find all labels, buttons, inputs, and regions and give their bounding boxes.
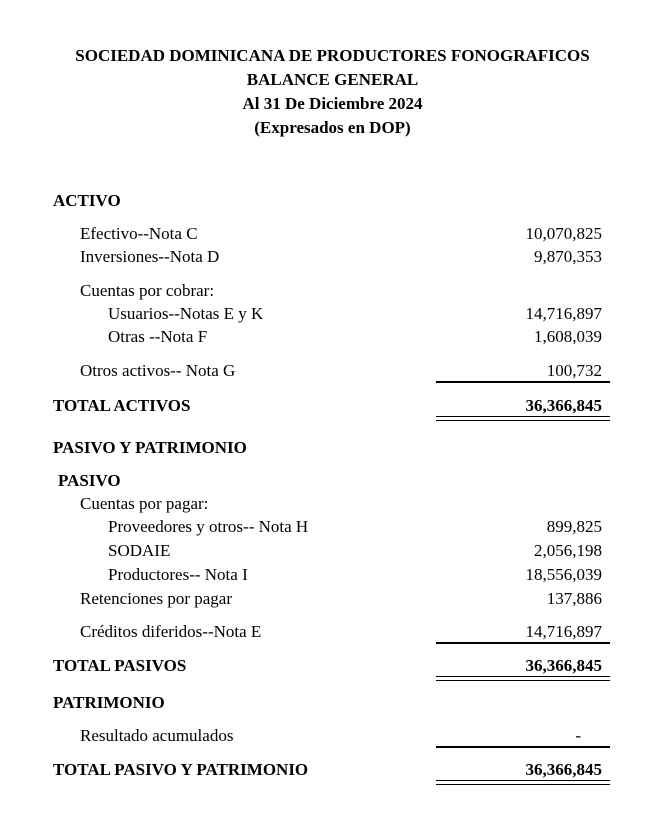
row-label-otras: Otras --Nota F [108,327,208,346]
subtotal-rule-pasivos [436,642,610,644]
row-amount-proveedores: 899,825 [546,517,602,536]
row-amount-creditos: 14,716,897 [525,622,602,641]
row-label-inversiones: Inversiones--Nota D [80,247,220,266]
row-amount-sodaie: 2,056,198 [534,541,602,560]
row-label-cuentas-cobrar: Cuentas por cobrar: [80,281,215,300]
row-amount-otras: 1,608,039 [534,327,602,346]
row-label-usuarios: Usuarios--Notas E y K [108,304,264,323]
row-amount-efectivo: 10,070,825 [525,224,602,243]
section-title-activo: ACTIVO [53,191,121,210]
row-label-resultado: Resultado acumulados [80,726,234,745]
company-name: SOCIEDAD DOMINICANA DE PRODUCTORES FONOGRAFICOS [75,46,590,65]
row-amount-usuarios: 14,716,897 [525,304,602,323]
row-label-otros-activos: Otros activos-- Nota G [80,361,236,380]
total-amount-pasivos: 36,366,845 [525,656,602,675]
total-amount-pasivo-patrimonio: 36,366,845 [525,760,602,779]
row-amount-retenciones: 137,886 [546,589,602,608]
total-label-activos: TOTAL ACTIVOS [53,396,191,415]
row-label-creditos: Créditos diferidos--Nota E [80,622,262,641]
row-amount-inversiones: 9,870,353 [534,247,602,266]
report-title: BALANCE GENERAL [246,70,419,89]
subtotal-rule-activos [436,381,610,383]
row-label-retenciones: Retenciones por pagar [80,589,232,608]
section-title-patrimonio: PATRIMONIO [53,693,165,712]
row-amount-resultado: - [575,726,581,745]
subtotal-rule-patrimonio [436,746,610,748]
section-title-pasivo: PASIVO [58,471,121,490]
total-double-rule-pasivos [436,676,610,681]
row-amount-otros-activos: 100,732 [546,361,602,380]
total-double-rule-pasivo-patrimonio [436,780,610,785]
row-label-productores: Productores-- Nota I [108,565,248,584]
total-label-pasivo-patrimonio: TOTAL PASIVO Y PATRIMONIO [53,760,309,779]
total-double-rule-activos [436,416,610,421]
row-label-sodaie: SODAIE [108,541,171,560]
report-currency: (Expresados en DOP) [254,118,411,137]
report-date: Al 31 De Diciembre 2024 [242,94,423,113]
total-label-pasivos: TOTAL PASIVOS [53,656,187,675]
row-label-efectivo: Efectivo--Nota C [80,224,198,243]
report-header [0,44,665,140]
row-amount-productores: 18,556,039 [525,565,602,584]
total-amount-activos: 36,366,845 [525,396,602,415]
row-label-cuentas-pagar: Cuentas por pagar: [80,494,209,513]
row-label-proveedores: Proveedores y otros-- Nota H [108,517,309,536]
section-title-pasivo-patrimonio: PASIVO Y PATRIMONIO [53,438,247,457]
